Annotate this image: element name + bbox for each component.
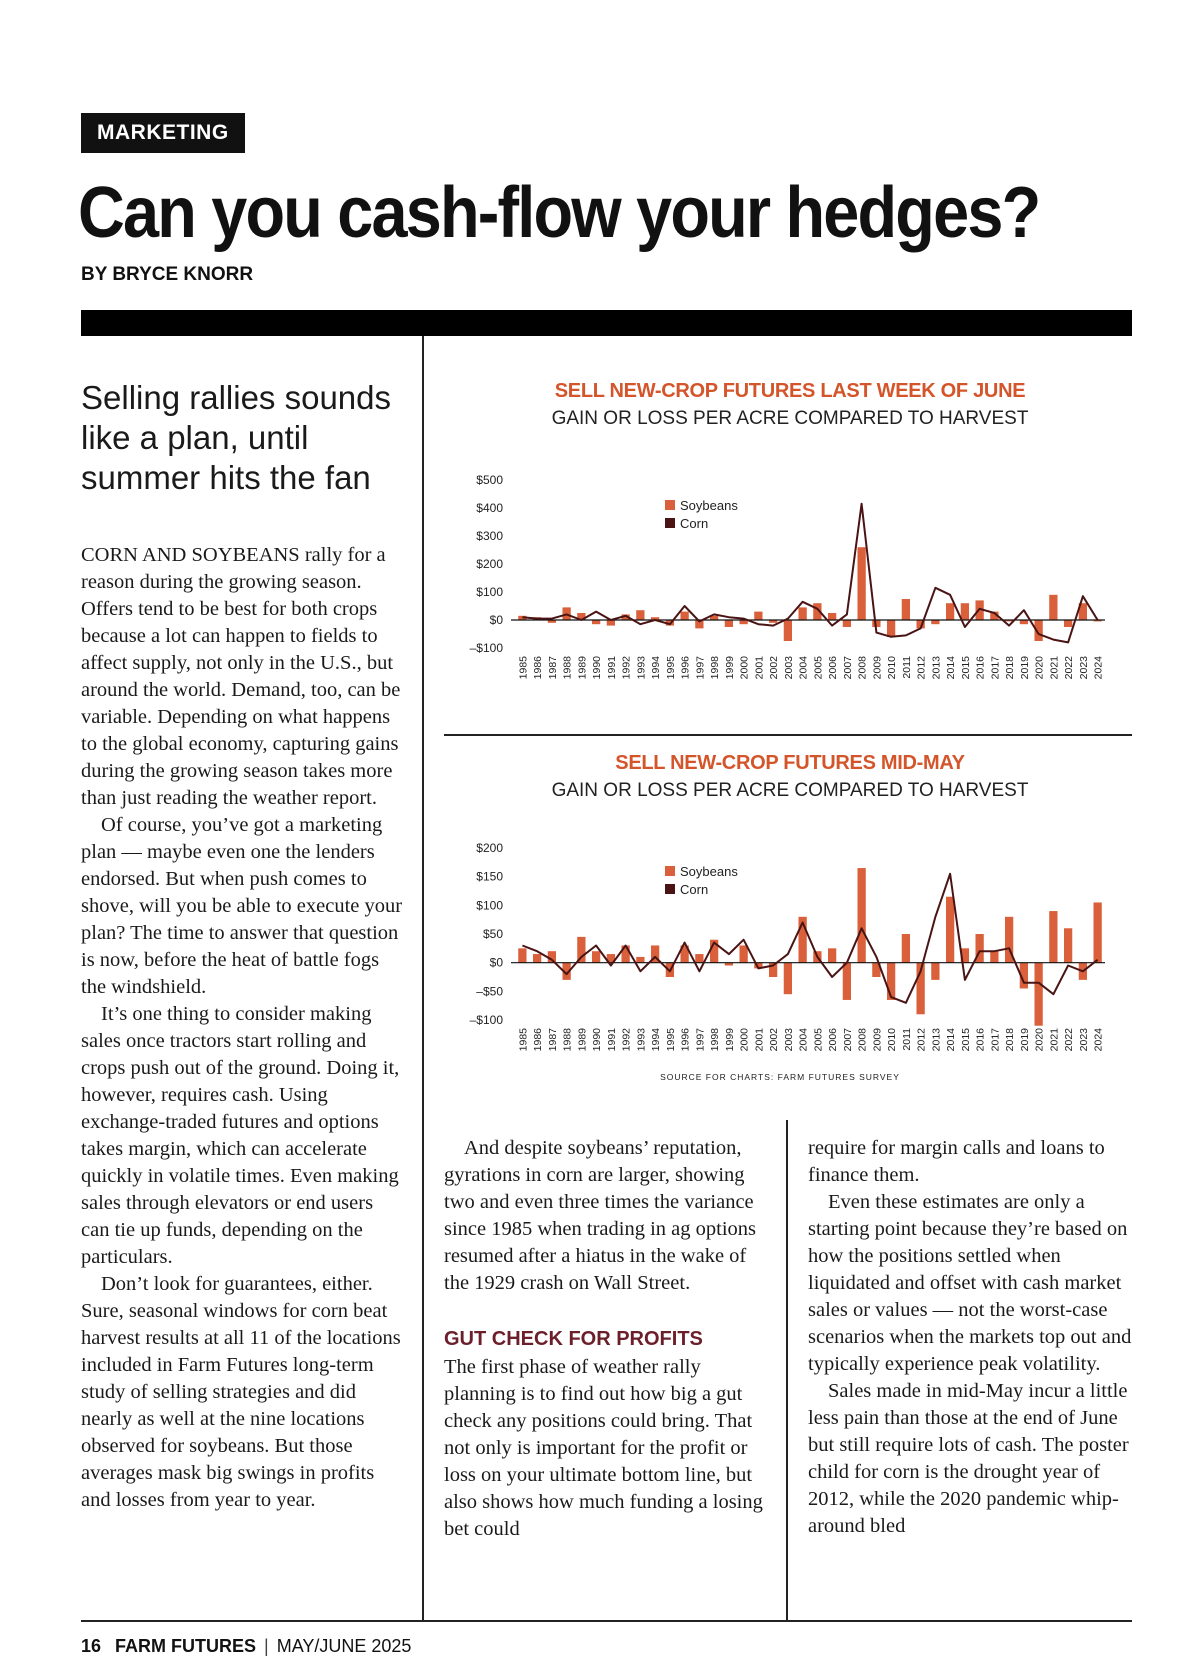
x-tick-label: 1990 — [591, 1028, 604, 1052]
legend-swatch-corn — [665, 518, 675, 528]
x-tick-label: 1999 — [723, 1028, 736, 1052]
soybeans-bar — [828, 948, 836, 962]
soybeans-bar — [1049, 911, 1057, 963]
paragraph: CORN AND SOYBEANS rally for a reason during the growing season. Offers tend to be best for both crops because a lot can happen to fields to affect supply, not only in the U.S., but around the world. Demand, too, can be variable. Depending on what happens to the global economy, capturing gains during the growing season takes more than just reading the weather report. — [81, 544, 401, 809]
x-tick-label: 1997 — [694, 656, 707, 680]
soybeans-bar — [1064, 620, 1072, 627]
legend-swatch-soybeans — [665, 866, 675, 876]
y-tick-label: $300 — [476, 529, 503, 543]
y-tick-label: $500 — [476, 473, 503, 487]
soybeans-bar — [1093, 902, 1101, 962]
paragraph: And despite soybeans’ reputation, gyrations in corn are larger, showing two and even three times the variance since 1985 when trading in ag options resumed after a hiatus in the wake of the 1929 crash on Wall Street. — [444, 1137, 757, 1294]
x-tick-label: 1993 — [635, 656, 648, 680]
x-tick-label: 2001 — [753, 1028, 766, 1052]
x-tick-label: 2009 — [871, 656, 884, 680]
x-tick-label: 1997 — [694, 1028, 707, 1052]
y-tick-label: $150 — [476, 869, 503, 884]
x-tick-label: 1985 — [517, 656, 530, 680]
y-tick-label: –$100 — [469, 641, 503, 655]
x-tick-label: 2007 — [841, 1028, 854, 1052]
x-tick-label: 1996 — [679, 656, 692, 680]
x-tick-label: 1987 — [546, 1028, 559, 1052]
x-tick-label: 1988 — [561, 1028, 574, 1052]
soybeans-bar — [961, 603, 969, 620]
column-3 — [808, 1135, 1132, 1540]
soybeans-bar — [946, 603, 954, 620]
soybeans-bar — [680, 612, 688, 620]
x-tick-label: 2011 — [900, 1028, 913, 1051]
x-tick-label: 2011 — [900, 656, 913, 679]
soybeans-bar — [931, 620, 939, 624]
soybeans-bar — [902, 599, 910, 620]
paragraph: Even these estimates are only a starting point because they’re based on how the positions settled when liquidated and offset with cash market sales or values — not the worst-case scenarios when the markets top out and typically experience peak volatility. — [808, 1191, 1132, 1375]
soybeans-bar — [518, 948, 526, 962]
x-tick-label: 2002 — [768, 1028, 781, 1052]
x-tick-label: 2016 — [974, 656, 987, 680]
soybeans-bar — [636, 610, 644, 620]
magazine-name: FARM FUTURES — [115, 1636, 257, 1656]
y-tick-label: $50 — [482, 927, 503, 941]
soybeans-bar — [784, 620, 792, 641]
soybeans-bar — [887, 620, 895, 637]
x-tick-label: 2008 — [856, 1028, 869, 1052]
page-number: 16 — [81, 1636, 102, 1656]
soybeans-bar — [798, 607, 806, 620]
x-tick-label: 2020 — [1033, 1028, 1046, 1052]
legend-swatch-soybeans — [665, 500, 675, 510]
chart-2 — [440, 830, 1130, 1070]
issue-date: MAY/JUNE 2025 — [276, 1636, 412, 1656]
soybeans-bar — [931, 963, 939, 980]
x-tick-label: 2019 — [1018, 1028, 1031, 1052]
legend-swatch-corn — [665, 884, 675, 894]
x-tick-label: 2018 — [1004, 656, 1017, 680]
paragraph: require for margin calls and loans to finance them. — [808, 1137, 1105, 1186]
x-tick-label: 2003 — [782, 656, 795, 680]
x-tick-label: 2023 — [1077, 656, 1090, 680]
paragraph: It’s one thing to consider making sales once tractors start rolling and crops push out of the ground. Doing it, however, requires cash. Using exchange-traded futures and options takes margin, which can accelerate quickly in volatile times. Even making sales through elevators or end users can tie up funds, depending on the particulars. — [81, 1003, 400, 1268]
x-tick-label: 2007 — [841, 656, 854, 680]
x-tick-label: 2002 — [768, 656, 781, 680]
x-tick-label: 2006 — [827, 1028, 840, 1052]
paragraph: Don’t look for guarantees, either. Sure, seasonal windows for corn beat harvest results at all 11 of the locations included in Farm Futures long-term study of selling strategies and did nearly as well at the nine locations observed for soybeans. But those averages mask big swings in profits and losses from year to year. — [81, 1273, 401, 1511]
soybeans-bar — [784, 963, 792, 995]
x-tick-label: 1992 — [620, 1028, 633, 1052]
column-divider-right — [786, 1120, 788, 1620]
x-tick-label: 2015 — [959, 656, 972, 680]
x-tick-label: 2005 — [812, 1028, 825, 1052]
column-divider-left — [422, 336, 424, 1620]
soybeans-bar — [902, 934, 910, 963]
x-tick-label: 1987 — [546, 656, 559, 680]
paragraph: Of course, you’ve got a marketing plan — maybe even one the lenders endorsed. But when push comes to shove, will you be able to execute your plan? The time to answer that question is now, before the heat of battle fogs the windshield. — [81, 814, 403, 998]
paragraph: Sales made in mid-May incur a little less pain than those at the end of June but still require lots of cash. The poster child for corn is the drought year of 2012, while the 2020 pandemic whip-around bled — [808, 1380, 1129, 1537]
x-tick-label: 2015 — [959, 1028, 972, 1052]
x-tick-label: 2012 — [915, 656, 928, 680]
x-tick-label: 2014 — [945, 656, 958, 680]
legend-label-soybeans: Soybeans — [680, 498, 738, 513]
x-tick-label: 1986 — [532, 656, 545, 680]
column-1 — [81, 542, 405, 1514]
y-tick-label: $200 — [476, 557, 503, 571]
x-tick-label: 2017 — [989, 656, 1002, 680]
y-tick-label: –$50 — [476, 984, 503, 999]
x-tick-label: 1994 — [650, 656, 663, 680]
x-tick-label: 1999 — [723, 656, 736, 680]
soybeans-bar — [843, 963, 851, 1000]
x-tick-label: 1991 — [605, 1028, 618, 1052]
column-2 — [444, 1135, 772, 1543]
soybeans-bar — [1064, 928, 1072, 962]
x-tick-label: 2013 — [930, 1028, 943, 1052]
x-tick-label: 1998 — [709, 656, 722, 680]
x-tick-label: 1989 — [576, 1028, 589, 1052]
byline: BY BRYCE KNORR — [81, 264, 254, 285]
x-tick-label: 2000 — [738, 1028, 751, 1052]
soybeans-bar — [754, 612, 762, 620]
x-tick-label: 2006 — [827, 656, 840, 680]
y-tick-label: –$100 — [469, 1013, 503, 1027]
x-tick-label: 1993 — [635, 1028, 648, 1052]
soybeans-bar — [1049, 595, 1057, 620]
soybeans-bar — [533, 954, 541, 963]
x-tick-label: 2022 — [1063, 656, 1076, 680]
chart-source: SOURCE FOR CHARTS: FARM FUTURES SURVEY — [660, 1072, 900, 1082]
y-tick-label: $0 — [489, 955, 503, 970]
x-tick-label: 2012 — [915, 1028, 928, 1052]
soybeans-bar — [1020, 620, 1028, 624]
x-tick-label: 1992 — [620, 656, 633, 680]
x-tick-label: 2023 — [1077, 1028, 1090, 1052]
x-tick-label: 1995 — [664, 1028, 677, 1052]
x-tick-label: 1991 — [605, 656, 618, 680]
soybeans-bar — [1034, 963, 1042, 1026]
x-tick-label: 1986 — [532, 1028, 545, 1052]
x-tick-label: 2009 — [871, 1028, 884, 1052]
paragraph: The first phase of weather rally planning is to find out how big a gut check any positions could bring. That not only is important for the profit or loss on your ultimate bottom line, but also shows how much funding a losing bet could — [444, 1356, 763, 1540]
soybeans-bar — [739, 945, 747, 962]
chart-2-title: SELL NEW-CROP FUTURES MID-MAY — [615, 752, 965, 774]
x-tick-label: 2016 — [974, 1028, 987, 1052]
header-rule — [81, 310, 1132, 336]
x-tick-label: 2021 — [1048, 1028, 1061, 1052]
soybeans-bar — [828, 613, 836, 620]
soybeans-bar — [592, 620, 600, 624]
soybeans-bar — [990, 951, 998, 962]
soybeans-bar — [857, 868, 865, 963]
x-tick-label: 2022 — [1063, 1028, 1076, 1052]
x-tick-label: 1985 — [517, 1028, 530, 1052]
y-tick-label: $200 — [476, 841, 503, 855]
x-tick-label: 2005 — [812, 656, 825, 680]
y-tick-label: $400 — [476, 501, 503, 515]
x-tick-label: 1996 — [679, 1028, 692, 1052]
soybeans-bar — [695, 954, 703, 963]
footer-separator: | — [264, 1636, 269, 1656]
footer-rule — [81, 1620, 1132, 1622]
x-tick-label: 2020 — [1033, 656, 1046, 680]
x-tick-label: 2003 — [782, 1028, 795, 1052]
x-tick-label: 2024 — [1092, 1028, 1105, 1052]
x-tick-label: 2024 — [1092, 656, 1105, 680]
y-tick-label: $100 — [476, 898, 503, 913]
chart-1-subtitle: GAIN OR LOSS PER ACRE COMPARED TO HARVEST — [551, 408, 1029, 429]
x-tick-label: 2010 — [886, 656, 899, 680]
chart-divider — [444, 734, 1132, 736]
x-tick-label: 2021 — [1048, 656, 1061, 680]
x-tick-label: 2010 — [886, 1028, 899, 1052]
y-tick-label: $0 — [489, 613, 503, 627]
x-tick-label: 2000 — [738, 656, 751, 680]
y-tick-label: $100 — [476, 585, 503, 599]
page-footer — [81, 1636, 411, 1657]
soybeans-bar — [636, 957, 644, 963]
chart-2-subtitle: GAIN OR LOSS PER ACRE COMPARED TO HARVEST — [551, 780, 1029, 801]
x-tick-label: 2018 — [1004, 1028, 1017, 1052]
legend-label-corn: Corn — [680, 882, 709, 897]
soybeans-bar — [857, 547, 865, 620]
soybeans-bar — [725, 620, 733, 627]
chart-1 — [440, 460, 1130, 710]
x-tick-label: 2004 — [797, 656, 810, 680]
x-tick-label: 1995 — [664, 656, 677, 680]
soybeans-bar — [946, 897, 954, 963]
x-tick-label: 1990 — [591, 656, 604, 680]
chart-1-title: SELL NEW-CROP FUTURES LAST WEEK OF JUNE — [554, 380, 1026, 402]
x-tick-label: 1989 — [576, 656, 589, 680]
headline: Can you cash-flow your hedges? — [78, 173, 1040, 253]
x-tick-label: 2014 — [945, 1028, 958, 1052]
x-tick-label: 1998 — [709, 1028, 722, 1052]
subhead-gut-check: GUT CHECK FOR PROFITS — [444, 1328, 703, 1350]
x-tick-label: 2004 — [797, 1028, 810, 1052]
legend-label-soybeans: Soybeans — [680, 864, 738, 879]
soybeans-bar — [592, 951, 600, 962]
x-tick-label: 1988 — [561, 656, 574, 680]
x-tick-label: 2017 — [989, 1028, 1002, 1052]
section-kicker: MARKETING — [81, 113, 245, 153]
legend-label-corn: Corn — [680, 516, 709, 531]
x-tick-label: 2013 — [930, 656, 943, 680]
soybeans-bar — [843, 620, 851, 627]
x-tick-label: 2008 — [856, 656, 869, 680]
x-tick-label: 2019 — [1018, 656, 1031, 680]
x-tick-label: 2001 — [753, 656, 766, 680]
deck: Selling rallies sounds like a plan, until summer hits the fan — [81, 379, 392, 496]
x-tick-label: 1994 — [650, 1028, 663, 1052]
